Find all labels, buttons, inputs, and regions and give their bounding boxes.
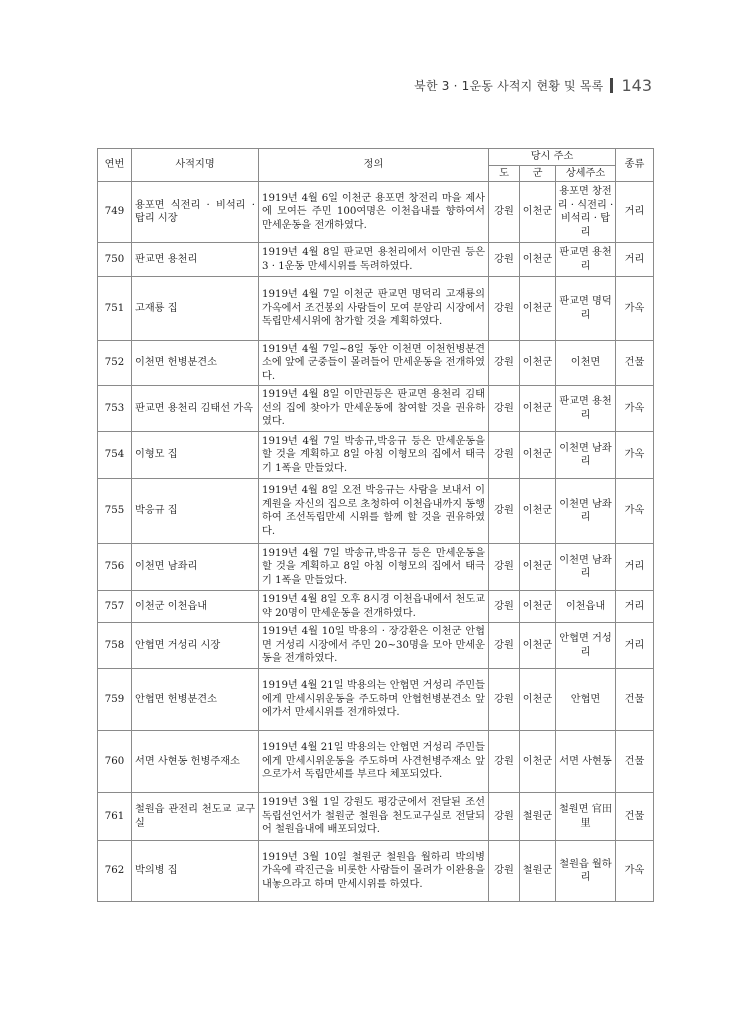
header-type: 종류 bbox=[616, 149, 654, 182]
header-province: 도 bbox=[489, 165, 520, 182]
row-detail-address: 안협면 bbox=[556, 669, 616, 731]
row-county: 이천군 bbox=[520, 432, 556, 479]
row-type: 가옥 bbox=[616, 432, 654, 479]
row-site-name: 고재룡 집 bbox=[132, 277, 259, 341]
running-head bbox=[414, 74, 652, 96]
row-site-name: 용포면 식전리 · 비석리 · 탑리 시장 bbox=[132, 182, 259, 243]
row-type: 건물 bbox=[616, 669, 654, 731]
running-title: 북한 3 · 1운동 사적지 현황 및 목록 bbox=[414, 78, 604, 93]
header-number: 연번 bbox=[98, 149, 132, 182]
row-province: 강원 bbox=[489, 277, 520, 341]
row-site-name: 이천면 남좌리 bbox=[132, 544, 259, 591]
row-number: 761 bbox=[98, 793, 132, 841]
row-detail-address: 판교면 용천리 bbox=[556, 386, 616, 432]
row-province: 강원 bbox=[489, 341, 520, 386]
header-definition: 정의 bbox=[259, 149, 489, 182]
header-county: 군 bbox=[520, 165, 556, 182]
table-row bbox=[98, 544, 654, 591]
table-row bbox=[98, 277, 654, 341]
row-definition: 1919년 4월 8일 이만권등은 판교면 용천리 김태선의 집에 찾아가 만세운동에 참여할 것을 권유하였다. bbox=[259, 386, 489, 432]
row-type: 가옥 bbox=[616, 277, 654, 341]
table-row bbox=[98, 591, 654, 623]
row-definition: 1919년 4월 8일 오전 박응규는 사람을 보내서 이계원을 자신의 집으로 초청하여 이천읍내까지 동행하여 조선독립만세 시위를 함께 할 것을 권유하였다. bbox=[259, 479, 489, 544]
row-detail-address: 이천읍내 bbox=[556, 591, 616, 623]
row-definition: 1919년 3월 1일 강원도 평강군에서 전달된 조선독립선언서가 철원군 철원읍 천도교구실로 전달되어 철원읍내에 배포되었다. bbox=[259, 793, 489, 841]
table-row bbox=[98, 182, 654, 243]
row-site-name: 판교면 용천리 bbox=[132, 243, 259, 277]
row-province: 강원 bbox=[489, 479, 520, 544]
row-number: 757 bbox=[98, 591, 132, 623]
row-site-name: 박의병 집 bbox=[132, 841, 259, 902]
row-type: 거리 bbox=[616, 544, 654, 591]
row-county: 이천군 bbox=[520, 341, 556, 386]
row-type: 건물 bbox=[616, 341, 654, 386]
table-row bbox=[98, 243, 654, 277]
row-type: 건물 bbox=[616, 793, 654, 841]
row-number: 754 bbox=[98, 432, 132, 479]
row-detail-address: 서면 사현동 bbox=[556, 731, 616, 793]
row-county: 철원군 bbox=[520, 793, 556, 841]
row-county: 이천군 bbox=[520, 479, 556, 544]
row-definition: 1919년 4월 8일 오후 8시경 이천읍내에서 천도교 약 20명이 만세운동을 전개하였다. bbox=[259, 591, 489, 623]
row-county: 이천군 bbox=[520, 544, 556, 591]
row-site-name: 이형모 집 bbox=[132, 432, 259, 479]
row-number: 751 bbox=[98, 277, 132, 341]
page-number: 143 bbox=[621, 75, 652, 95]
table-row bbox=[98, 341, 654, 386]
table-row bbox=[98, 841, 654, 902]
row-province: 강원 bbox=[489, 591, 520, 623]
row-province: 강원 bbox=[489, 182, 520, 243]
row-definition: 1919년 4월 21일 박용의는 안협면 거성리 주민들에게 만세시위운동을 주도하며 사견헌병주재소 앞으로가서 독립만세를 부르다 체포되었다. bbox=[259, 731, 489, 793]
row-number: 760 bbox=[98, 731, 132, 793]
row-type: 거리 bbox=[616, 243, 654, 277]
row-definition: 1919년 4월 6일 이천군 용포면 창전리 마을 제사에 모여든 주민 100여명은 이천읍내를 향하여서 만세운동을 전개하였다. bbox=[259, 182, 489, 243]
row-number: 753 bbox=[98, 386, 132, 432]
row-detail-address: 철원읍 월하리 bbox=[556, 841, 616, 902]
row-site-name: 안협면 거성리 시장 bbox=[132, 623, 259, 669]
row-county: 이천군 bbox=[520, 731, 556, 793]
row-site-name: 판교면 용천리 김태선 가옥 bbox=[132, 386, 259, 432]
row-site-name: 이천군 이천읍내 bbox=[132, 591, 259, 623]
row-county: 이천군 bbox=[520, 623, 556, 669]
row-number: 752 bbox=[98, 341, 132, 386]
row-type: 거리 bbox=[616, 623, 654, 669]
table-row bbox=[98, 669, 654, 731]
row-number: 755 bbox=[98, 479, 132, 544]
historic-sites-table bbox=[97, 148, 654, 902]
table-row bbox=[98, 432, 654, 479]
row-county: 이천군 bbox=[520, 243, 556, 277]
row-province: 강원 bbox=[489, 669, 520, 731]
row-site-name: 서면 사현동 헌병주재소 bbox=[132, 731, 259, 793]
row-definition: 1919년 4월 7일 이천군 판교면 명덕리 고재룡의 가옥에서 조건봉외 사람들이 모여 문암리 시장에서 독립만세시위에 참가할 것을 계획하였다. bbox=[259, 277, 489, 341]
header-site-name: 사적지명 bbox=[132, 149, 259, 182]
row-definition: 1919년 4월 10일 박용의 · 장강환은 이천군 안협면 거성리 시장에서 주민 20~30명을 모아 만세운동을 전개하였다. bbox=[259, 623, 489, 669]
row-definition: 1919년 4월 7일 박송규,박응규 등은 만세운동을 할 것을 계획하고 8일 아침 이형모의 집에서 태극기 1폭을 만들었다. bbox=[259, 432, 489, 479]
row-province: 강원 bbox=[489, 544, 520, 591]
row-province: 강원 bbox=[489, 432, 520, 479]
row-detail-address: 이천면 남좌리 bbox=[556, 432, 616, 479]
row-county: 이천군 bbox=[520, 669, 556, 731]
row-number: 756 bbox=[98, 544, 132, 591]
row-type: 가옥 bbox=[616, 479, 654, 544]
row-county: 이천군 bbox=[520, 386, 556, 432]
row-type: 거리 bbox=[616, 591, 654, 623]
row-definition: 1919년 3월 10일 철원군 철원읍 월하리 박의병 가옥에 곽진근을 비롯한 사람들이 몰려가 이완용을 내놓으라고 하며 만세시위를 하였다. bbox=[259, 841, 489, 902]
row-detail-address: 판교면 용천리 bbox=[556, 243, 616, 277]
row-province: 강원 bbox=[489, 623, 520, 669]
header-detail-address: 상세주소 bbox=[556, 165, 616, 182]
row-detail-address: 판교면 명덕리 bbox=[556, 277, 616, 341]
row-detail-address: 이천면 남좌리 bbox=[556, 544, 616, 591]
row-site-name: 안협면 헌병분견소 bbox=[132, 669, 259, 731]
row-county: 철원군 bbox=[520, 841, 556, 902]
row-definition: 1919년 4월 8일 판교면 용천리에서 이만권 등은 3 · 1운동 만세시위를 독려하였다. bbox=[259, 243, 489, 277]
row-county: 이천군 bbox=[520, 277, 556, 341]
row-province: 강원 bbox=[489, 243, 520, 277]
row-type: 거리 bbox=[616, 182, 654, 243]
row-detail-address: 철원면 官田里 bbox=[556, 793, 616, 841]
row-definition: 1919년 4월 7일 박송규,박응규 등은 만세운동을 할 것을 계획하고 8일 아침 이형모의 집에서 태극기 1폭을 만들었다. bbox=[259, 544, 489, 591]
row-number: 758 bbox=[98, 623, 132, 669]
row-site-name: 이천면 헌병분견소 bbox=[132, 341, 259, 386]
row-detail-address: 안협면 거성리 bbox=[556, 623, 616, 669]
header-address-group: 당시 주소 bbox=[489, 149, 616, 166]
row-site-name: 철원읍 관전리 천도교 교구실 bbox=[132, 793, 259, 841]
row-number: 762 bbox=[98, 841, 132, 902]
row-county: 이천군 bbox=[520, 591, 556, 623]
row-detail-address: 용포면 창전리 · 식전리 · 비석리 · 탑리 bbox=[556, 182, 616, 243]
header-divider-bar bbox=[610, 78, 613, 93]
row-number: 750 bbox=[98, 243, 132, 277]
table-row bbox=[98, 386, 654, 432]
row-type: 가옥 bbox=[616, 841, 654, 902]
table-row bbox=[98, 731, 654, 793]
row-province: 강원 bbox=[489, 793, 520, 841]
row-province: 강원 bbox=[489, 386, 520, 432]
row-type: 건물 bbox=[616, 731, 654, 793]
row-province: 강원 bbox=[489, 841, 520, 902]
table-row bbox=[98, 623, 654, 669]
row-number: 759 bbox=[98, 669, 132, 731]
row-province: 강원 bbox=[489, 731, 520, 793]
table-row bbox=[98, 479, 654, 544]
row-detail-address: 이천면 남좌리 bbox=[556, 479, 616, 544]
row-number: 749 bbox=[98, 182, 132, 243]
table-row bbox=[98, 793, 654, 841]
row-detail-address: 이천면 bbox=[556, 341, 616, 386]
row-county: 이천군 bbox=[520, 182, 556, 243]
row-site-name: 박응규 집 bbox=[132, 479, 259, 544]
row-definition: 1919년 4월 7일~8일 동안 이천면 이천헌병분견소에 앞에 군중들이 몰려들어 만세운동을 전개하였다. bbox=[259, 341, 489, 386]
row-type: 가옥 bbox=[616, 386, 654, 432]
row-definition: 1919년 4월 21일 박용의는 안협면 거성리 주민들에게 만세시위운동을 주도하며 안협헌병분견소 앞에가서 만세시위를 전개하였다. bbox=[259, 669, 489, 731]
